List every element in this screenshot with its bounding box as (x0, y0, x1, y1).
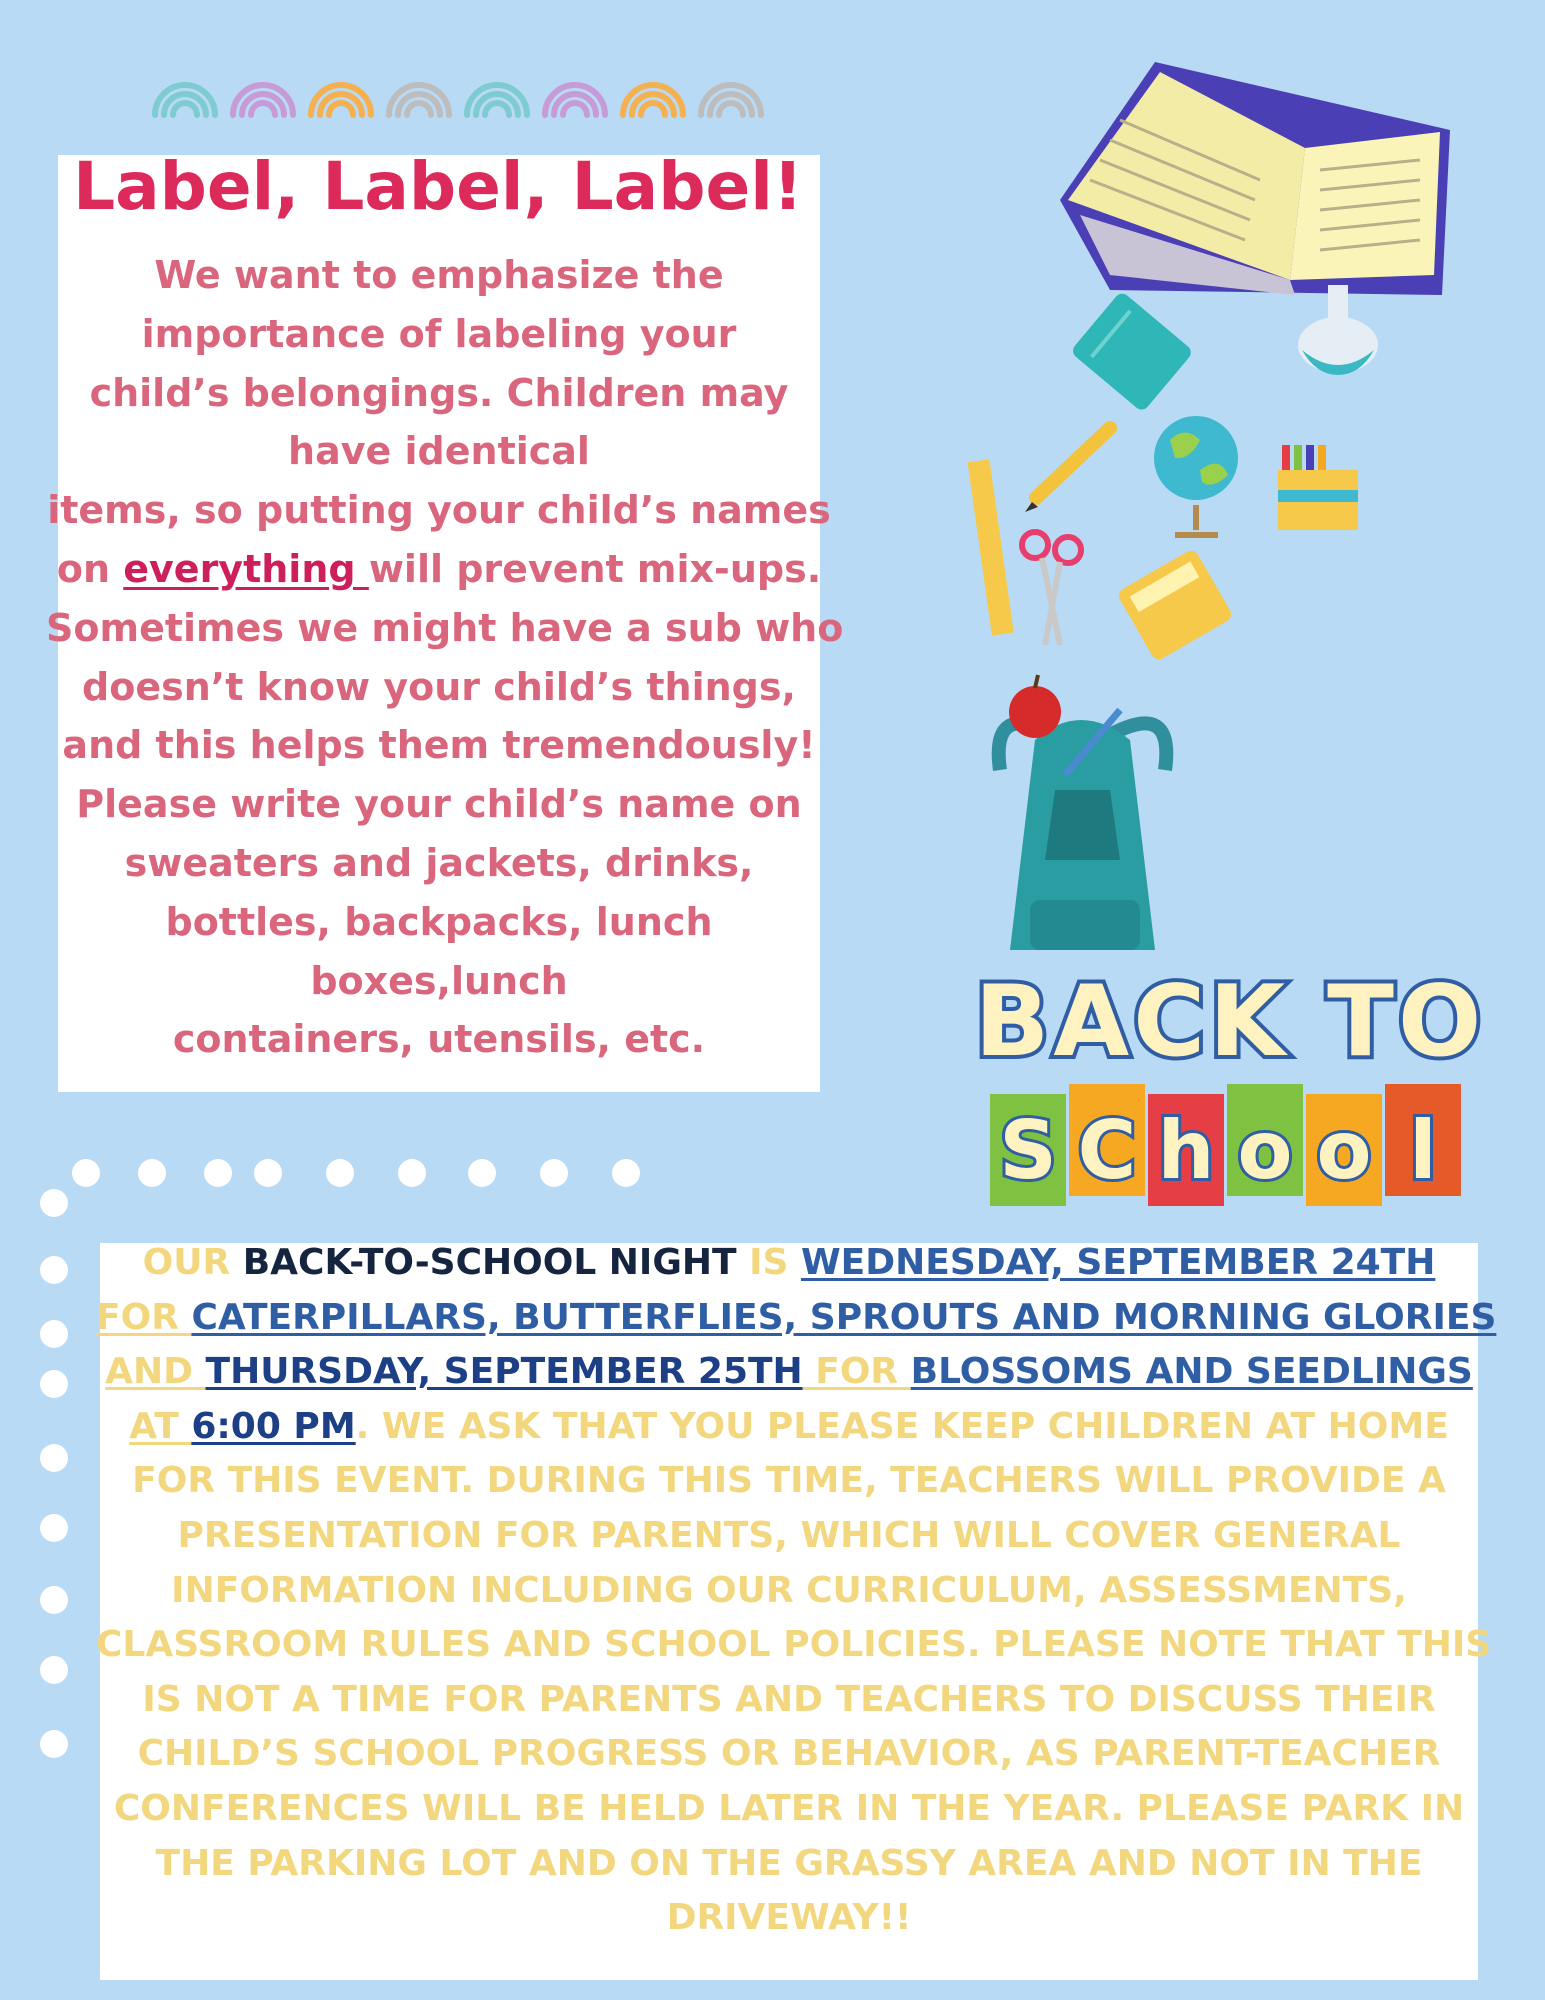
decoration-dot (40, 1730, 68, 1758)
rainbow-icon (155, 85, 215, 115)
notice-text: IS (736, 1242, 801, 1283)
decoration-dot (40, 1370, 68, 1398)
notice-line-4 (96, 1400, 1482, 1455)
notice-text: AT (129, 1405, 192, 1447)
label-line: We want to emphasize the (154, 253, 724, 297)
classes-group-1-link[interactable]: CATERPILLARS, BUTTERFLIES, SPROUTS AND MORNING GLORIES (191, 1296, 1497, 1338)
thursday-date-link[interactable]: THURSDAY, SEPTEMBER 25TH (205, 1351, 803, 1393)
notebook-icon (1070, 290, 1194, 412)
notice-line-2 (96, 1291, 1497, 1346)
decoration-dot (540, 1159, 568, 1187)
notice-line: CHILD’S SCHOOL PROGRESS OR BEHAVIOR, AS PARENT-TEACHER (137, 1733, 1441, 1775)
label-line-suffix: will prevent mix-ups. (368, 546, 822, 591)
label-line: have identical (288, 429, 590, 474)
open-book-icon (1060, 62, 1450, 295)
label-line: items, so putting your child’s names (47, 488, 831, 533)
notice-line-1 (96, 1236, 1482, 1291)
notice-line: CLASSROOM RULES AND SCHOOL POLICIES. PLEASE NOTE THAT THIS (96, 1624, 1492, 1666)
notice-body-text (96, 1236, 1497, 1946)
wednesday-date-link[interactable]: WEDNESDAY, SEPTEMBER 24TH (800, 1242, 1436, 1283)
label-line: containers, utensils, etc. (172, 1017, 706, 1062)
decoration-dot (40, 1656, 68, 1684)
rainbow-icon (389, 85, 449, 115)
label-line: importance of labeling your (141, 311, 737, 356)
notice-text: OUR (142, 1242, 243, 1283)
notice-text: FOR (96, 1296, 192, 1338)
school-letter: o (1237, 1104, 1293, 1197)
notice-line: INFORMATION INCLUDING OUR CURRICULUM, ASSESSMENTS, (171, 1569, 1407, 1611)
notice-text: . WE ASK THAT YOU PLEASE KEEP CHILDREN AT HOME (355, 1405, 1449, 1447)
classes-group-2-link[interactable]: BLOSSOMS AND SEEDLINGS (910, 1351, 1473, 1393)
decoration-dot (40, 1320, 68, 1348)
decoration-dot (468, 1159, 496, 1187)
school-letter: o (1316, 1104, 1372, 1197)
label-line: sweaters and jackets, drinks, (124, 840, 754, 885)
scissors-icon (1022, 532, 1081, 645)
decoration-dot (204, 1159, 232, 1187)
label-line-prefix: on (56, 546, 124, 591)
globe-icon (1154, 416, 1238, 535)
notice-line: PRESENTATION FOR PARENTS, WHICH WILL COVER GENERAL (177, 1514, 1401, 1556)
label-line: doesn’t know your child’s things, (82, 664, 796, 709)
notice-text: FOR (802, 1351, 911, 1393)
notice-line: CONFERENCES WILL BE HELD LATER IN THE YEAR. PLEASE PARK IN (113, 1787, 1465, 1829)
notice-line: FOR THIS EVENT. DURING THIS TIME, TEACHERS WILL PROVIDE A (132, 1460, 1446, 1502)
back-to-headline: BACK TO (974, 965, 1486, 1079)
notice-line: THE PARKING LOT AND ON THE GRASSY AREA AND NOT IN THE (155, 1842, 1423, 1884)
school-tiles (990, 1084, 1461, 1206)
ruler-icon (968, 459, 1014, 635)
label-line: bottles, backpacks, lunch (165, 899, 713, 944)
decoration-dot (398, 1159, 426, 1187)
notice-line-3 (96, 1345, 1482, 1400)
decoration-dot (138, 1159, 166, 1187)
decoration-dot (40, 1189, 68, 1217)
rainbow-icon (311, 85, 371, 115)
back-to-school-night: BACK-TO-SCHOOL NIGHT (242, 1242, 737, 1283)
decoration-dot (40, 1586, 68, 1614)
pencil-icon (1025, 428, 1110, 512)
rainbow-icon (545, 85, 605, 115)
school-letter: S (999, 1104, 1057, 1197)
rainbow-icon (233, 85, 293, 115)
backpack-icon (999, 675, 1167, 950)
decoration-dot (612, 1159, 640, 1187)
back-to-school-illustration (960, 50, 1500, 1230)
notice-line: DRIVEWAY!! (666, 1897, 912, 1939)
label-line: and this helps them tremendously! (62, 723, 816, 768)
school-letter: l (1409, 1104, 1437, 1197)
label-line-everything (46, 540, 832, 599)
decoration-dot (72, 1159, 100, 1187)
label-line: boxes,lunch (310, 958, 568, 1003)
notice-text: AND (105, 1351, 206, 1393)
label-line: Please write your child’s name on (76, 782, 802, 827)
rainbow-icon (623, 85, 683, 115)
decoration-dot (326, 1159, 354, 1187)
crayon-box-icon (1278, 445, 1358, 530)
decoration-dot (40, 1256, 68, 1284)
label-line: Sometimes we might have a sub who (46, 605, 844, 650)
school-letter: h (1157, 1104, 1215, 1197)
time-link[interactable]: 6:00 PM (191, 1405, 356, 1447)
decoration-dot (40, 1444, 68, 1472)
label-body-text (46, 246, 844, 1069)
label-line: child’s belongings. Children may (89, 370, 789, 415)
school-letter: C (1077, 1104, 1137, 1197)
decoration-dot (40, 1514, 68, 1542)
everything-emphasis: everything (123, 546, 369, 591)
label-title: Label, Label, Label! (73, 148, 803, 225)
rainbow-icon (701, 85, 761, 115)
rainbow-icon (467, 85, 527, 115)
calculator-icon (1116, 548, 1234, 662)
decoration-dot (254, 1159, 282, 1187)
notice-line: IS NOT A TIME FOR PARENTS AND TEACHERS TO DISCUSS THEIR (142, 1678, 1436, 1720)
flask-icon (1298, 285, 1378, 375)
rainbow-decoration-row (150, 60, 790, 130)
